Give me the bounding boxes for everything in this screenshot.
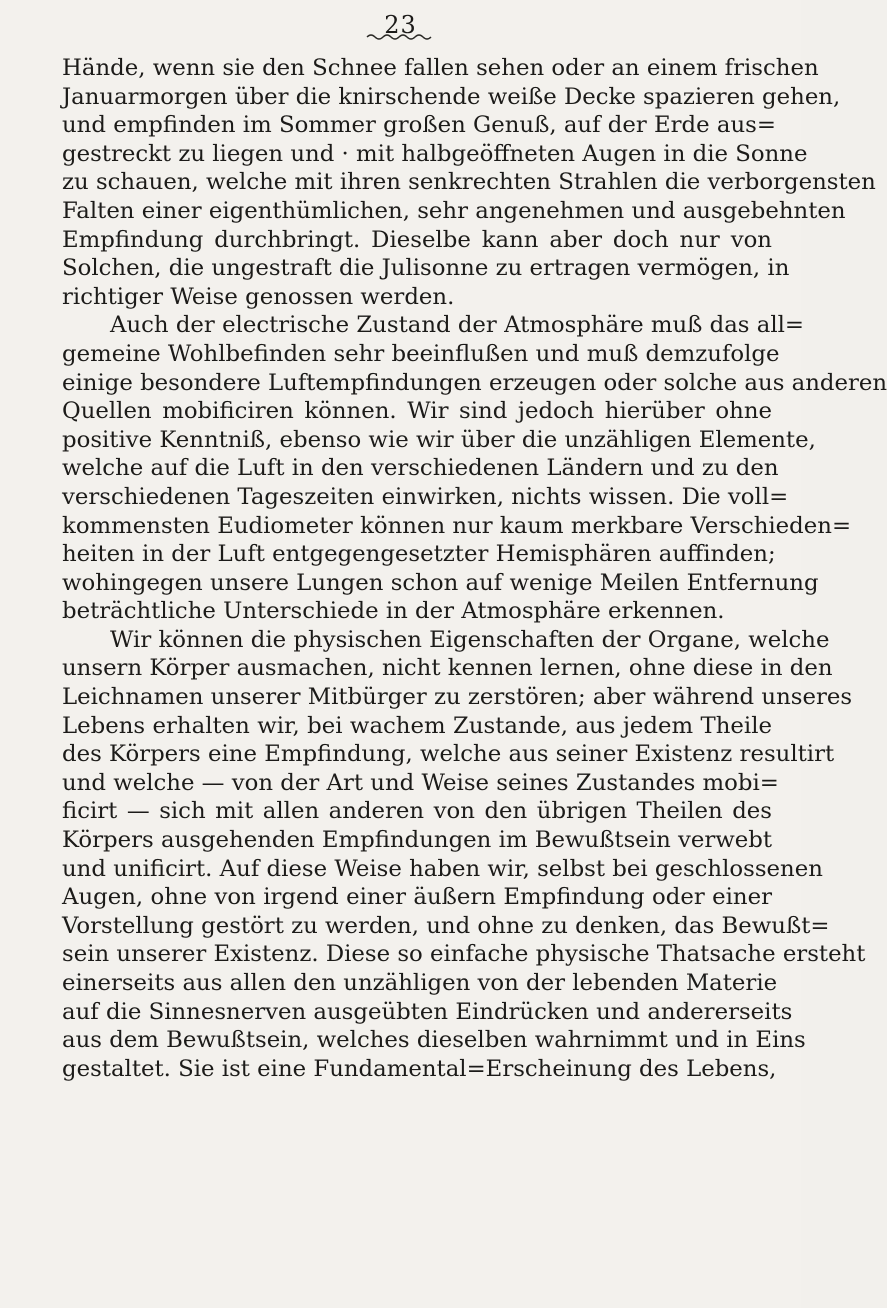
text-line: sein unserer Existenz. Diese so einfache physische Thatsache ersteht: [62, 941, 866, 968]
page-number-ornament: [366, 32, 432, 42]
text-line: gestreckt zu liegen und · mit halbgeöffneten Augen in die Sonne: [62, 140, 808, 167]
text-line: richtiger Weise genossen werden.: [62, 283, 455, 310]
text-line: Solchen, die ungestraft die Julisonne zu ertragen vermögen, in: [62, 255, 790, 282]
text-line: des Körpers eine Empfindung, welche aus seiner Existenz resultirt: [62, 741, 835, 768]
text-line: Wir können die physischen Eigenschaften der Organe, welche: [110, 626, 830, 653]
body-text: [62, 54, 887, 1083]
text-line: unsern Körper ausmachen, nicht kennen lernen, ohne diese in den: [62, 655, 833, 682]
text-line: Vorstellung gestört zu werden, und ohne zu denken, das Bewußt=: [62, 912, 830, 939]
text-line: Augen, ohne von irgend einer äußern Empfindung oder einer: [62, 884, 772, 911]
text-line: Leichnamen unserer Mitbürger zu zerstören; aber während unseres: [62, 684, 853, 711]
text-line: und unificirt. Auf diese Weise haben wir, selbst bei geschlossenen: [62, 855, 823, 882]
text-line: positive Kenntniß, ebenso wie wir über die unzähligen Elemente,: [62, 426, 816, 453]
text-line: Körpers ausgehenden Empfindungen im Bewußtsein verwebt: [62, 827, 773, 854]
text-line: Lebens erhalten wir, bei wachem Zustande, aus jedem Theile: [62, 712, 772, 739]
text-line: auf die Sinnesnerven ausgeübten Eindrücken und andererseits: [62, 998, 793, 1025]
text-line: welche auf die Luft in den verschiedenen Ländern und zu den: [62, 455, 779, 482]
text-line: und empfinden im Sommer großen Genuß, auf der Erde aus=: [62, 112, 776, 139]
text-line: wohingegen unsere Lungen schon auf wenige Meilen Entfernung: [62, 569, 819, 596]
text-line: Quellen mobificiren können. Wir sind jedoch hierüber ohne: [62, 398, 772, 425]
text-line: ficirt — sich mit allen anderen von den übrigen Theilen des: [62, 798, 772, 825]
text-line: Hände, wenn sie den Schnee fallen sehen oder an einem frischen: [62, 55, 819, 81]
text-line: und welche — von der Art und Weise seines Zustandes mobi=: [62, 769, 779, 796]
text-line: verschiedenen Tageszeiten einwirken, nichts wissen. Die voll=: [62, 483, 789, 510]
text-line: heiten in der Luft entgegengesetzter Hemisphären auffinden;: [62, 541, 776, 568]
text-line: gemeine Wohlbefinden sehr beeinflußen und muß demzufolge: [62, 340, 780, 367]
text-line: gestaltet. Sie ist eine Fundamental=Erscheinung des Lebens,: [62, 1055, 777, 1082]
page-number: 23: [384, 11, 417, 39]
text-line: kommensten Eudiometer können nur kaum merkbare Verschieden=: [62, 512, 852, 539]
text-line: Januarmorgen über die knirschende weiße Decke spazieren gehen,: [62, 83, 841, 110]
text-line: Auch der electrische Zustand der Atmosphäre muß das all=: [110, 312, 805, 339]
text-line: einige besondere Luftempfindungen erzeugen oder solche aus anderen: [62, 369, 887, 396]
text-line: zu schauen, welche mit ihren senkrechten Strahlen die verborgensten: [62, 169, 876, 196]
text-line: beträchtliche Unterschiede in der Atmosphäre erkennen.: [62, 598, 725, 625]
text-line: einerseits aus allen den unzähligen von der lebenden Materie: [62, 970, 778, 996]
text-line: Empfindung durchbringt. Dieselbe kann aber doch nur von: [62, 226, 772, 253]
text-line: aus dem Bewußtsein, welches dieselben wahrnimmt und in Eins: [62, 1027, 806, 1054]
text-line: Falten einer eigenthümlichen, sehr angenehmen und ausgebehnten: [62, 197, 846, 224]
